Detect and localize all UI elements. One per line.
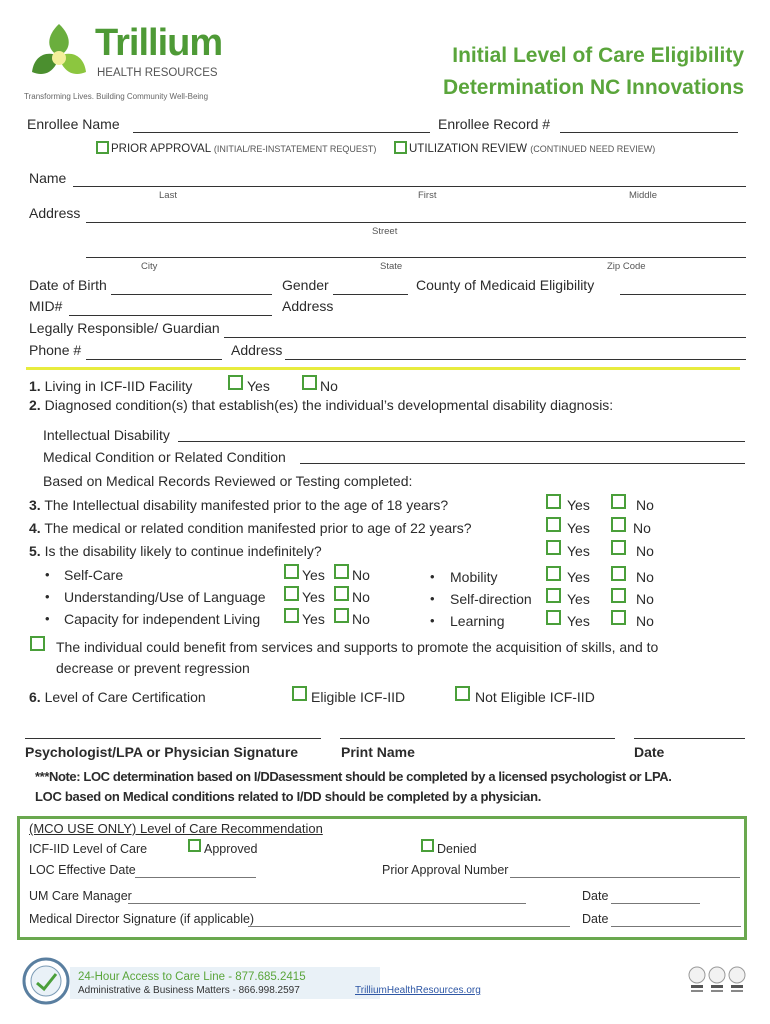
utilization-review-label: UTILIZATION REVIEW (CONTINUED NEED REVIEW) xyxy=(409,143,656,155)
denied-checkbox[interactable] xyxy=(421,839,434,852)
enrollee-name-label: Enrollee Name xyxy=(27,116,120,132)
section-divider xyxy=(26,367,740,370)
approved-checkbox[interactable] xyxy=(188,839,201,852)
selfcare-yes-checkbox[interactable] xyxy=(284,564,299,579)
capacity-yes-checkbox[interactable] xyxy=(284,608,299,623)
mobility-no-label: No xyxy=(636,569,654,585)
middle-caption: Middle xyxy=(629,190,657,201)
um-care-manager-field[interactable] xyxy=(128,903,526,904)
learning-no-label: No xyxy=(636,613,654,629)
mobility-yes-checkbox[interactable] xyxy=(546,566,561,581)
icf-level-label: ICF-IID Level of Care xyxy=(29,842,148,856)
mobility-label: Mobility xyxy=(450,569,498,585)
selfdirection-yes-checkbox[interactable] xyxy=(546,588,561,603)
learning-no-checkbox[interactable] xyxy=(611,610,626,625)
medical-label: Medical Condition or Related Condition xyxy=(43,449,286,465)
city-caption: City xyxy=(141,261,158,272)
q3-no-label: No xyxy=(636,497,654,513)
accreditation-badge-icon xyxy=(728,966,746,994)
selfcare-no-label: No xyxy=(352,567,370,583)
q1-yes-checkbox[interactable] xyxy=(228,375,243,390)
q3-yes-label: Yes xyxy=(567,497,590,513)
street-field[interactable] xyxy=(86,222,746,223)
mobility-yes-label: Yes xyxy=(567,569,590,585)
gender-field[interactable] xyxy=(333,294,408,295)
capacity-label: Capacity for independent Living xyxy=(64,611,261,627)
name-label: Name xyxy=(29,170,67,186)
q4-text: 4. The medical or related condition manifested prior to age of 22 years? xyxy=(29,520,472,536)
q6-text: 6. Level of Care Certification xyxy=(29,689,206,705)
address2-label: Address xyxy=(282,298,334,314)
note-line2: LOC based on Medical conditions related to I/DD should be completed by a physician. xyxy=(35,789,542,804)
enrollee-record-label: Enrollee Record # xyxy=(438,116,551,132)
prior-approval-number-field[interactable] xyxy=(510,877,740,878)
medical-director-label: Medical Director Signature (if applicable) xyxy=(29,912,255,926)
mco-title: (MCO USE ONLY) Level of Care Recommendation xyxy=(29,821,323,836)
medical-field[interactable] xyxy=(300,463,745,464)
bullet-dot: • xyxy=(45,589,50,604)
language-yes-checkbox[interactable] xyxy=(284,586,299,601)
print-name-label: Print Name xyxy=(341,744,415,760)
benefit-text-line2: decrease or prevent regression xyxy=(56,660,250,676)
q5-no-checkbox[interactable] xyxy=(611,540,626,555)
phone-label: Phone # xyxy=(29,342,82,358)
prior-approval-checkbox[interactable] xyxy=(96,141,109,154)
learning-yes-checkbox[interactable] xyxy=(546,610,561,625)
director-date-label: Date xyxy=(582,912,609,926)
bullet-dot: • xyxy=(430,569,435,584)
q5-yes-checkbox[interactable] xyxy=(546,540,561,555)
q4-no-label: No xyxy=(633,520,651,536)
accreditation-badge-icon xyxy=(688,966,706,994)
psych-signature-label: Psychologist/LPA or Physician Signature xyxy=(25,744,299,760)
not-eligible-checkbox[interactable] xyxy=(455,686,470,701)
admin-line: Administrative & Business Matters - 866.998.2597 xyxy=(78,985,300,996)
mid-label: MID# xyxy=(29,298,63,314)
q4-no-checkbox[interactable] xyxy=(611,517,626,532)
approved-label: Approved xyxy=(204,842,258,856)
state-caption: State xyxy=(380,261,403,272)
city-state-zip-field[interactable] xyxy=(86,257,746,258)
street-caption: Street xyxy=(372,226,398,237)
eligible-label: Eligible ICF-IID xyxy=(311,689,406,705)
capacity-yes-label: Yes xyxy=(302,611,325,627)
selfdirection-yes-label: Yes xyxy=(567,591,590,607)
based-on-text: Based on Medical Records Reviewed or Testing completed: xyxy=(43,473,413,489)
page-title-line2: Determination NC Innovations xyxy=(442,76,744,99)
intellectual-label: Intellectual Disability xyxy=(43,427,170,443)
date-label: Date xyxy=(634,744,665,760)
psych-signature-field[interactable] xyxy=(25,738,321,739)
mobility-no-checkbox[interactable] xyxy=(611,566,626,581)
q1-text: 1. Living in ICF-IID Facility xyxy=(29,378,193,394)
name-field[interactable] xyxy=(73,186,746,187)
capacity-no-checkbox[interactable] xyxy=(334,608,349,623)
q5-no-label: No xyxy=(636,543,654,559)
intellectual-field[interactable] xyxy=(178,441,745,442)
q3-yes-checkbox[interactable] xyxy=(546,494,561,509)
bullet-dot: • xyxy=(45,611,50,626)
sign-date-field[interactable] xyxy=(634,738,745,739)
zip-caption: Zip Code xyxy=(607,261,646,272)
access-line: 24-Hour Access to Care Line - 877.685.2415 xyxy=(78,971,306,983)
q1-yes-label: Yes xyxy=(247,378,270,394)
prior-approval-number-label: Prior Approval Number xyxy=(382,863,509,877)
um-care-manager-label: UM Care Manager xyxy=(29,889,132,903)
selfdirection-no-checkbox[interactable] xyxy=(611,588,626,603)
brand-subtitle: HEALTH RESOURCES xyxy=(97,67,218,79)
guardian-label: Legally Responsible/ Guardian xyxy=(29,320,220,336)
q3-no-checkbox[interactable] xyxy=(611,494,626,509)
bullet-dot: • xyxy=(45,567,50,582)
guardian-field[interactable] xyxy=(224,337,746,338)
last-caption: Last xyxy=(159,190,177,201)
dob-field[interactable] xyxy=(111,294,272,295)
address3-field[interactable] xyxy=(285,359,746,360)
prior-approval-label: PRIOR APPROVAL (INITIAL/RE-INSTATEMENT REQUEST) xyxy=(111,143,377,155)
address-label: Address xyxy=(29,205,81,221)
bullet-dot: • xyxy=(430,613,435,628)
selfcare-label: Self-Care xyxy=(64,567,124,583)
not-eligible-label: Not Eligible ICF-IID xyxy=(475,689,595,705)
trillium-logo xyxy=(24,20,94,90)
bullet-dot: • xyxy=(430,591,435,606)
dob-label: Date of Birth xyxy=(29,277,107,293)
language-label: Understanding/Use of Language xyxy=(64,589,266,605)
language-no-checkbox[interactable] xyxy=(334,586,349,601)
county-field[interactable] xyxy=(620,294,746,295)
q1-no-checkbox[interactable] xyxy=(302,375,317,390)
learning-label: Learning xyxy=(450,613,505,629)
county-label: County of Medicaid Eligibility xyxy=(416,277,595,293)
q5-text: 5. Is the disability likely to continue indefinitely? xyxy=(29,543,322,559)
brand-name: Trillium xyxy=(95,22,223,64)
enrollee-name-field[interactable] xyxy=(133,132,430,133)
learning-yes-label: Yes xyxy=(567,613,590,629)
tagline: Transforming Lives. Building Community Well-Being xyxy=(24,92,209,101)
selfdirection-label: Self-direction xyxy=(450,591,532,607)
q1-no-label: No xyxy=(320,378,338,394)
manager-date-label: Date xyxy=(582,889,609,903)
medical-director-field[interactable] xyxy=(248,926,570,927)
benefit-checkbox[interactable] xyxy=(30,636,45,651)
footer-seal-icon xyxy=(22,957,70,1005)
language-yes-label: Yes xyxy=(302,589,325,605)
q4-yes-label: Yes xyxy=(567,520,590,536)
utilization-review-checkbox[interactable] xyxy=(394,141,407,154)
selfdirection-no-label: No xyxy=(636,591,654,607)
director-date-field[interactable] xyxy=(611,926,741,927)
website-link[interactable]: TrilliumHealthResources.org xyxy=(355,985,481,996)
page-title-line1: Initial Level of Care Eligibility xyxy=(452,44,744,67)
selfcare-no-checkbox[interactable] xyxy=(334,564,349,579)
language-no-label: No xyxy=(352,589,370,605)
manager-date-field[interactable] xyxy=(611,903,700,904)
capacity-no-label: No xyxy=(352,611,370,627)
loc-effective-field[interactable] xyxy=(135,877,256,878)
q5-yes-label: Yes xyxy=(567,543,590,559)
denied-label: Denied xyxy=(437,842,477,856)
trillium-flower-icon xyxy=(24,20,94,90)
selfcare-yes-label: Yes xyxy=(302,567,325,583)
q3-text: 3. The Intellectual disability manifested prior to the age of 18 years? xyxy=(29,497,449,513)
loc-effective-label: LOC Effective Date xyxy=(29,863,136,877)
q2-text: 2. Diagnosed condition(s) that establish(es) the individual’s developmental disability diagnosis: xyxy=(29,397,614,413)
enrollee-record-field[interactable] xyxy=(560,132,738,133)
mid-field[interactable] xyxy=(69,315,272,316)
gender-label: Gender xyxy=(282,277,329,293)
benefit-text-line1: The individual could benefit from services and supports to promote the acquisition of skills, and to xyxy=(56,639,659,655)
eligible-checkbox[interactable] xyxy=(292,686,307,701)
address3-label: Address xyxy=(231,342,283,358)
note-line1: ***Note: LOC determination based on I/DDasessment should be completed by a licensed psychologist or LPA. xyxy=(35,769,672,784)
print-name-field[interactable] xyxy=(340,738,615,739)
q4-yes-checkbox[interactable] xyxy=(546,517,561,532)
accreditation-badge-icon xyxy=(708,966,726,994)
phone-field[interactable] xyxy=(86,359,222,360)
first-caption: First xyxy=(418,190,437,201)
